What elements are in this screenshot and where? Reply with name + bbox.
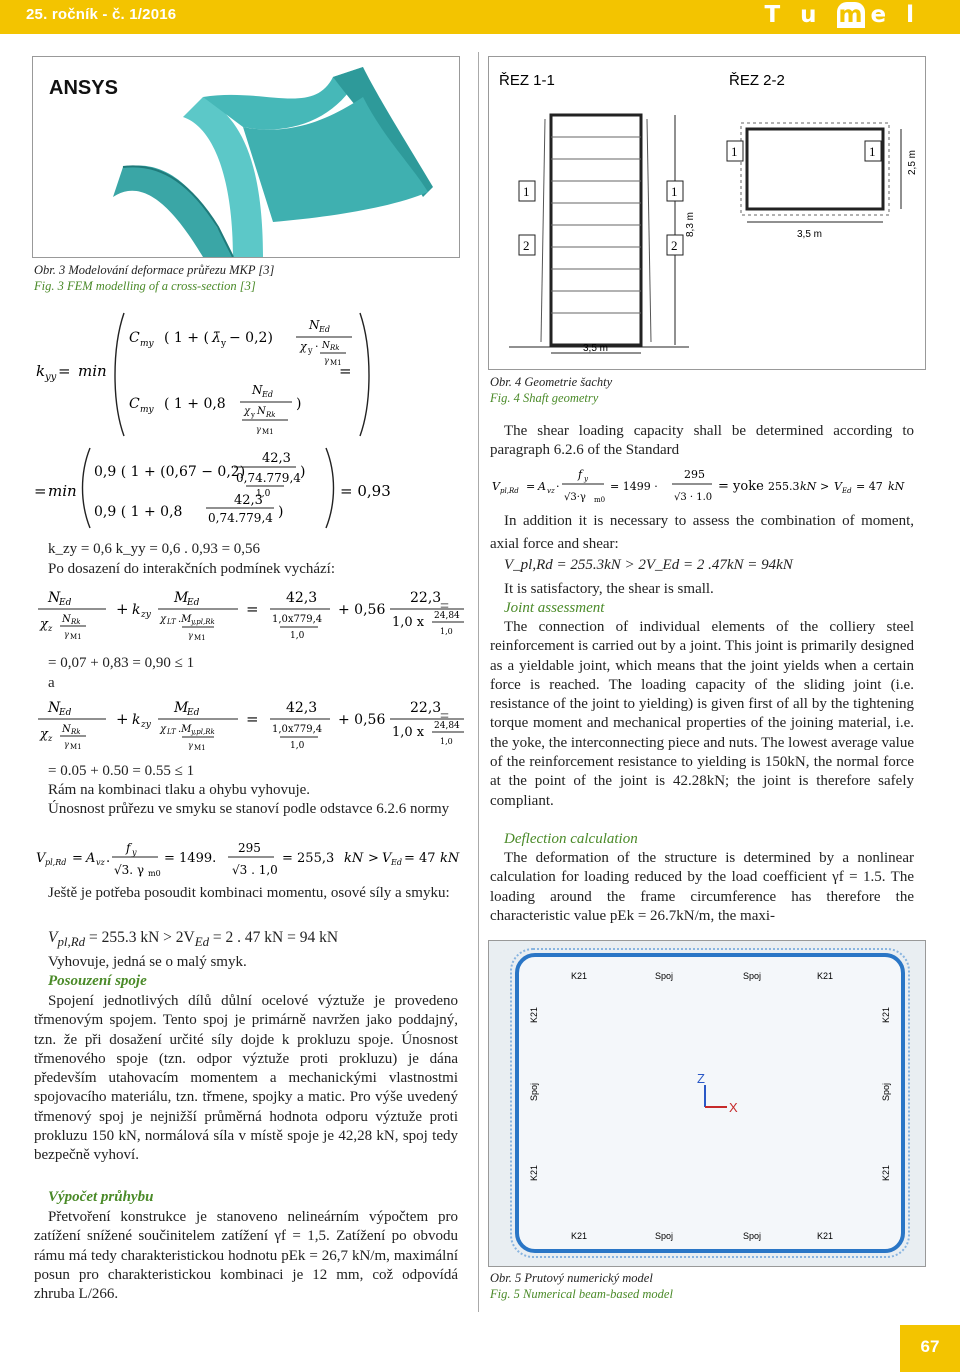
satisfactory-en: It is satisfactory, the shear is small. bbox=[504, 581, 714, 597]
svg-text:M1: M1 bbox=[194, 744, 206, 752]
svg-text:vz: vz bbox=[96, 858, 105, 867]
svg-text:kN: kN bbox=[800, 480, 817, 493]
dim-height: 2,5 m bbox=[907, 149, 918, 175]
vpl-line-en: V_pl,Rd = 255.3kN > 2V_Ed = 2 .47kN = 94kN bbox=[504, 557, 793, 573]
fig5-caption-cz: Obr. 5 Prutový numerický model bbox=[490, 1271, 653, 1285]
ram-vyhovuje: Rám na kombinaci tlaku a ohybu vyhovuje. bbox=[48, 782, 311, 798]
svg-text:42,3: 42,3 bbox=[286, 700, 318, 716]
journal-logo: T u m e l bbox=[764, 2, 920, 28]
heading-joint-assessment: Joint assessment bbox=[504, 600, 605, 616]
vpl-rest: = 255.3 kN > 2V bbox=[85, 929, 195, 946]
svg-text:√3 · 1.0: √3 · 1.0 bbox=[674, 492, 713, 503]
svg-text:y: y bbox=[132, 848, 137, 857]
axis-z: Z bbox=[697, 1071, 705, 1086]
label-k21-right-1: K21 bbox=[881, 1006, 891, 1023]
svg-text:1,0: 1,0 bbox=[256, 489, 271, 499]
svg-text:42,3: 42,3 bbox=[262, 451, 291, 466]
svg-text:k: k bbox=[132, 712, 141, 728]
svg-text:yy: yy bbox=[45, 372, 57, 383]
svg-text:Rk: Rk bbox=[266, 411, 276, 419]
svg-text:χ: χ bbox=[160, 614, 167, 625]
svg-text:>: > bbox=[820, 480, 830, 493]
svg-text:χ: χ bbox=[160, 724, 167, 735]
kzy-line: k_zy = 0,6 k_yy = 0,6 . 0,93 = 0,56 bbox=[48, 541, 261, 557]
svg-text:·: · bbox=[556, 480, 560, 493]
shaft-drawing bbox=[489, 57, 925, 369]
svg-text:y: y bbox=[584, 475, 588, 483]
svg-text:M1: M1 bbox=[330, 359, 342, 367]
svg-text:χ: χ bbox=[40, 727, 48, 742]
svg-text:24,84: 24,84 bbox=[434, 721, 460, 731]
svg-text:Rk: Rk bbox=[71, 728, 81, 736]
label-k21-left-2: K21 bbox=[529, 1164, 539, 1181]
svg-text:my: my bbox=[140, 339, 154, 349]
para-spoj-text: Spojení jednotlivých dílů důlní ocelové výztuže je provedeno třmenovým spojem. Tento spoj je primárně navržen jako poddajný, tzn. že při dosažení určité síly dojde k prokluzu spoje. Únosnost třmenového spoje (tzn. odpor výztuže proti prokluzu) je dána především utahovacím momentem a mechanickými vlastnostmi spojovacího materiálu, tzn. třmene, spojky a matic. Pro výše uvedený třmenový spoj je nejnižší průměrná hodnota odporu výztuže proti prokluzu 150 kN, normálová síla v místě spoje je 42,28 kN, spoj tedy bezpečně vyhoví. bbox=[34, 993, 458, 1164]
svg-text:): ) bbox=[296, 396, 302, 412]
svg-text:f: f bbox=[126, 841, 131, 855]
svg-text:Ed: Ed bbox=[262, 390, 273, 399]
svg-text:22,3: 22,3 bbox=[410, 700, 442, 716]
svg-text:kN: kN bbox=[344, 851, 364, 866]
svg-text:·: · bbox=[315, 340, 319, 353]
svg-text:Rk: Rk bbox=[330, 344, 340, 352]
fig3-caption-en: Fig. 3 FEM modelling of a cross-section [3] bbox=[34, 279, 256, 293]
svg-text:k: k bbox=[36, 362, 46, 380]
svg-text:z: z bbox=[48, 624, 53, 633]
para-deflection bbox=[490, 849, 914, 926]
header-bar bbox=[0, 0, 960, 34]
label-k21-right-2: K21 bbox=[881, 1164, 891, 1181]
svg-text:N: N bbox=[48, 590, 61, 606]
svg-text:0,9 ( 1 + 0,8: 0,9 ( 1 + 0,8 bbox=[94, 504, 183, 520]
heading-vypocet-pruhybu: Výpočet průhybu bbox=[48, 1189, 154, 1205]
dim-width-1: 3,5 m bbox=[583, 343, 609, 354]
svg-text:γ: γ bbox=[324, 356, 329, 365]
shear-eq-cz-svg bbox=[36, 840, 460, 880]
label-spoj-right: Spoj bbox=[881, 1082, 891, 1101]
label-k21-left-1: K21 bbox=[529, 1006, 539, 1023]
para-pruhyb bbox=[34, 1208, 458, 1304]
para-joint-text: The connection of individual elements of the colliery steel reinforcement is carried out by a joint. This joint is primarily designed as a yieldable joint, which means that the joint yields when a certain force is reached. The loading capacity of the sliding joint (i.e. resistance of the joint to yielding) is given first of all by the tightening torque moment and mechanical properties of the joining material, i.e. the yoke, the interconnecting piece and nuts. The lowest average value of the reinforcement resistance to yielding is 150kN, the normal force at the point of the joint is 42.28kN; the joint is therefore safely compliant. bbox=[490, 619, 914, 809]
unosnost-text: Únosnost průřezu ve smyku se stanoví podle odstavce 6.2.6 normy bbox=[48, 801, 450, 817]
sec2-label: ŘEZ 2-2 bbox=[729, 72, 785, 89]
fig4-caption-en: Fig. 4 Shaft geometry bbox=[490, 391, 599, 405]
svg-text:√3. γ: √3. γ bbox=[114, 863, 145, 877]
svg-text:0,74.779,4: 0,74.779,4 bbox=[236, 471, 301, 485]
svg-text:M1: M1 bbox=[262, 428, 274, 436]
vpl-sub: pl,Rd bbox=[57, 934, 86, 950]
shear-eq-en-svg bbox=[490, 466, 914, 508]
ved-sub: Ed bbox=[194, 934, 210, 950]
addition-en-text: In addition it is necessary to assess the combination of moment, axial force and shear: bbox=[490, 513, 914, 552]
ansys-logo: ANSYS bbox=[49, 77, 118, 99]
addition-en bbox=[490, 510, 914, 556]
svg-text:C: C bbox=[129, 330, 140, 346]
svg-text:0,9 ( 1 + (0,67 − 0,2): 0,9 ( 1 + (0,67 − 0,2) bbox=[94, 464, 246, 480]
svg-text:my: my bbox=[140, 405, 154, 415]
svg-text:pl,Rd: pl,Rd bbox=[45, 858, 67, 867]
fig4-image bbox=[488, 56, 926, 370]
label-spoj-top-1: Spoj bbox=[655, 971, 674, 981]
svg-text:( 1 + 0,8: ( 1 + 0,8 bbox=[164, 396, 226, 412]
svg-text:Ed: Ed bbox=[319, 325, 330, 334]
svg-text:1,0: 1,0 bbox=[440, 737, 453, 746]
svg-text:M: M bbox=[174, 700, 189, 716]
svg-text:M1: M1 bbox=[70, 743, 82, 751]
label-k21-top-1: K21 bbox=[571, 971, 588, 981]
column-divider bbox=[478, 52, 479, 1312]
svg-text:=: = bbox=[246, 710, 259, 728]
svg-text:N: N bbox=[252, 383, 263, 397]
svg-text:=: = bbox=[339, 362, 352, 380]
svg-text:+: + bbox=[116, 710, 129, 728]
label-spoj-left: Spoj bbox=[529, 1082, 539, 1101]
svg-text:zy: zy bbox=[141, 610, 151, 620]
svg-text:N: N bbox=[322, 341, 330, 351]
label-spoj-bot-1: Spoj bbox=[655, 1231, 674, 1241]
mark1-c: 1 bbox=[869, 144, 876, 159]
fig3-caption bbox=[34, 262, 464, 294]
svg-text:+: + bbox=[116, 600, 129, 618]
para-deflection-text: The deformation of the structure is determined by a nonlinear calculation for loading reduced by the load coefficient γf = 1.5. The loading around the frame circumference has therefore the characteristic value pEk = 26.7kN/m, the maxi- bbox=[490, 850, 914, 924]
svg-text:.: . bbox=[106, 851, 111, 866]
result-2: = 0.05 + 0.50 = 0.55 ≤ 1 bbox=[48, 763, 195, 779]
and-a: a bbox=[48, 675, 55, 691]
beam-model-drawing bbox=[489, 941, 925, 1266]
svg-text:N: N bbox=[257, 406, 266, 417]
svg-text:1,0x779,4: 1,0x779,4 bbox=[272, 724, 323, 735]
svg-text:>: > bbox=[368, 851, 379, 866]
svg-text:= 1499 ·: = 1499 · bbox=[610, 480, 658, 493]
svg-text:= 47: = 47 bbox=[404, 851, 436, 866]
svg-text:( 1 + (: ( 1 + ( bbox=[164, 330, 209, 346]
svg-text:M: M bbox=[174, 590, 189, 606]
dim-width-2: 3,5 m bbox=[797, 229, 823, 240]
svg-text:m0: m0 bbox=[594, 496, 606, 504]
svg-text:N: N bbox=[309, 318, 320, 332]
heading-deflection: Deflection calculation bbox=[504, 831, 638, 847]
svg-text:y: y bbox=[221, 339, 227, 349]
svg-text:min: min bbox=[48, 482, 77, 500]
label-k21-bot-2: K21 bbox=[817, 1231, 834, 1241]
svg-text:.M: .M bbox=[178, 724, 192, 735]
svg-text:= 1499.: = 1499. bbox=[164, 851, 217, 866]
svg-text:+ 0,56: + 0,56 bbox=[338, 712, 386, 728]
fig5-caption-en: Fig. 5 Numerical beam-based model bbox=[490, 1287, 673, 1301]
fig5-caption bbox=[490, 1270, 920, 1302]
svg-text:λ̄: λ̄ bbox=[212, 330, 221, 346]
svg-text:A: A bbox=[538, 480, 546, 493]
svg-text:V: V bbox=[492, 480, 500, 493]
shear-eq-en bbox=[490, 466, 914, 508]
svg-text:− 0,2): − 0,2) bbox=[229, 330, 273, 346]
svg-text:N: N bbox=[62, 724, 71, 735]
vpl-end: = 2 . 47 kN = 94 kN bbox=[209, 929, 339, 946]
svg-text:vz: vz bbox=[547, 487, 555, 495]
svg-text:Ed: Ed bbox=[59, 708, 72, 718]
fig5-image bbox=[488, 940, 926, 1267]
issue-label: 25. ročník - č. 1/2016 bbox=[26, 6, 177, 23]
svg-text:1,0x779,4: 1,0x779,4 bbox=[272, 614, 323, 625]
svg-text:N: N bbox=[48, 700, 61, 716]
svg-text:χ: χ bbox=[244, 406, 251, 417]
interaction-eq-1 bbox=[34, 586, 464, 642]
para-pruhyb-text: Přetvoření konstrukce je stanoveno nelineárním výpočtem pro zatížení snížené součinitelem zatížení γf = 1,5. Zatížení po obvodu rámu má tedy charakteristickou hodnotu pEk = 26,7 kN/m, maximální posun pro charakteristickou kombinaci je 12 mm, což odpovídá zhruba L/266. bbox=[34, 1209, 458, 1303]
svg-text:LT: LT bbox=[167, 618, 176, 626]
svg-text:m0: m0 bbox=[148, 869, 161, 878]
vyhovuje-smyk: Vyhovuje, jedná se o malý smyk. bbox=[48, 954, 247, 970]
svg-text:): ) bbox=[300, 464, 306, 480]
svg-text:y,pl,Rk: y,pl,Rk bbox=[191, 728, 215, 736]
page-number-box bbox=[900, 1325, 960, 1372]
svg-text:295: 295 bbox=[238, 841, 261, 855]
svg-text:y: y bbox=[251, 411, 255, 419]
svg-text:γ: γ bbox=[64, 630, 69, 639]
para-joint bbox=[490, 618, 914, 811]
fig3-caption-cz: Obr. 3 Modelování deformace průřezu MKP [3] bbox=[34, 263, 275, 277]
vpl-line-cz bbox=[48, 928, 458, 951]
svg-text:): ) bbox=[278, 504, 284, 520]
svg-text:.M: .M bbox=[178, 614, 192, 625]
svg-text:N: N bbox=[62, 614, 71, 625]
svg-text:295: 295 bbox=[684, 468, 705, 481]
mark1-a: 1 bbox=[523, 184, 530, 199]
shear-eq-cz bbox=[36, 840, 460, 880]
svg-text:z: z bbox=[48, 734, 53, 743]
svg-text:Ed: Ed bbox=[59, 598, 72, 608]
svg-text:1,0: 1,0 bbox=[290, 741, 305, 751]
svg-text:V: V bbox=[36, 851, 46, 866]
axis-x: X bbox=[729, 1100, 738, 1115]
page-number: 67 bbox=[920, 1337, 940, 1356]
svg-text:kN: kN bbox=[888, 480, 905, 493]
svg-text:1,0 x: 1,0 x bbox=[392, 615, 425, 630]
svg-text:= 255,3: = 255,3 bbox=[282, 851, 335, 866]
svg-text:y: y bbox=[308, 346, 313, 355]
fig4-caption bbox=[490, 374, 920, 406]
svg-text:0,74.779,4: 0,74.779,4 bbox=[208, 511, 273, 525]
svg-text:255.3: 255.3 bbox=[768, 480, 800, 493]
svg-text:42,3: 42,3 bbox=[286, 590, 318, 606]
svg-text:f: f bbox=[578, 468, 583, 481]
svg-text:Rk: Rk bbox=[71, 618, 81, 626]
dim-depth: 8,3 m bbox=[685, 211, 696, 237]
shear-intro-en-text: The shear loading capacity shall be determined according to paragraph 6.2.6 of the Standard bbox=[490, 423, 914, 459]
svg-text:γ: γ bbox=[188, 741, 193, 750]
svg-text:Ed: Ed bbox=[187, 708, 200, 718]
svg-text:√3 . 1,0: √3 . 1,0 bbox=[232, 863, 278, 877]
svg-text:= yoke: = yoke bbox=[718, 479, 764, 494]
svg-text:k: k bbox=[132, 602, 141, 618]
eq2-equals: = bbox=[440, 708, 450, 725]
interaction-eq-2-svg bbox=[34, 696, 464, 752]
svg-text:LT: LT bbox=[167, 728, 176, 736]
svg-text:= 0,93: = 0,93 bbox=[340, 482, 391, 500]
svg-text:=: = bbox=[72, 851, 83, 866]
svg-text:Ed: Ed bbox=[391, 858, 402, 867]
jeste-text: Ještě je potřeba posoudit kombinaci momentu, osové síly a smyku: bbox=[48, 885, 450, 901]
label-spoj-top-2: Spoj bbox=[743, 971, 762, 981]
label-k21-bot-1: K21 bbox=[571, 1231, 588, 1241]
svg-text:1,0: 1,0 bbox=[290, 631, 305, 641]
svg-text:24,84: 24,84 bbox=[434, 611, 460, 621]
fig4-caption-cz: Obr. 4 Geometrie šachty bbox=[490, 375, 613, 389]
svg-text:+ 0,56: + 0,56 bbox=[338, 602, 386, 618]
svg-text:γ: γ bbox=[64, 740, 69, 749]
svg-text:M1: M1 bbox=[70, 633, 82, 641]
svg-text:C: C bbox=[129, 396, 140, 412]
mark1-b: 1 bbox=[731, 144, 738, 159]
svg-text:χ: χ bbox=[300, 340, 307, 353]
svg-text:1,0: 1,0 bbox=[440, 627, 453, 636]
svg-text:χ: χ bbox=[40, 617, 48, 632]
svg-text:γ: γ bbox=[188, 631, 193, 640]
svg-text:M1: M1 bbox=[194, 634, 206, 642]
svg-text:=: = bbox=[526, 480, 536, 493]
svg-text:min: min bbox=[78, 362, 107, 380]
svg-text:Ed: Ed bbox=[187, 598, 200, 608]
svg-text:42,3: 42,3 bbox=[234, 493, 263, 508]
svg-text:Ed: Ed bbox=[842, 487, 852, 495]
svg-text:=: = bbox=[246, 600, 259, 618]
svg-text:zy: zy bbox=[141, 720, 151, 730]
fem-deformed-section bbox=[33, 57, 459, 257]
sec1-label: ŘEZ 1-1 bbox=[499, 72, 555, 89]
svg-text:√3·γ: √3·γ bbox=[564, 492, 586, 503]
eq1-equals: = bbox=[440, 598, 450, 615]
svg-text:kN: kN bbox=[440, 851, 460, 866]
vpl-v: V bbox=[48, 929, 58, 946]
svg-text:A: A bbox=[86, 851, 96, 866]
label-spoj-bot-2: Spoj bbox=[743, 1231, 762, 1241]
svg-text:V: V bbox=[382, 851, 392, 866]
svg-text:1,0 x: 1,0 x bbox=[392, 725, 425, 740]
mark1-d: 1 bbox=[671, 184, 678, 199]
interaction-eq-2 bbox=[34, 696, 464, 752]
kyy-equation bbox=[34, 308, 464, 530]
svg-text:=: = bbox=[34, 482, 47, 500]
result-1: = 0,07 + 0,83 = 0,90 ≤ 1 bbox=[48, 655, 195, 671]
svg-text:V: V bbox=[834, 480, 842, 493]
svg-text:γ: γ bbox=[256, 425, 261, 434]
shear-intro-en bbox=[490, 422, 914, 461]
label-k21-top-2: K21 bbox=[817, 971, 834, 981]
svg-text:pl,Rd: pl,Rd bbox=[500, 487, 519, 495]
svg-text:= 47: = 47 bbox=[856, 480, 883, 493]
po-dosazeni: Po dosazení do interakčních podmínek vychází: bbox=[48, 561, 335, 577]
svg-text:y,pl,Rk: y,pl,Rk bbox=[191, 618, 215, 626]
mark2-b: 2 bbox=[671, 238, 678, 253]
svg-text:22,3: 22,3 bbox=[410, 590, 442, 606]
svg-text:=: = bbox=[58, 362, 71, 380]
mark2-a: 2 bbox=[523, 238, 530, 253]
interaction-eq-1-svg bbox=[34, 586, 464, 642]
heading-posouzeni-spoje: Posouzení spoje bbox=[48, 973, 147, 989]
para-spoj bbox=[34, 992, 458, 1166]
fig3-image bbox=[32, 56, 460, 258]
kyy-equation-svg bbox=[34, 308, 464, 530]
